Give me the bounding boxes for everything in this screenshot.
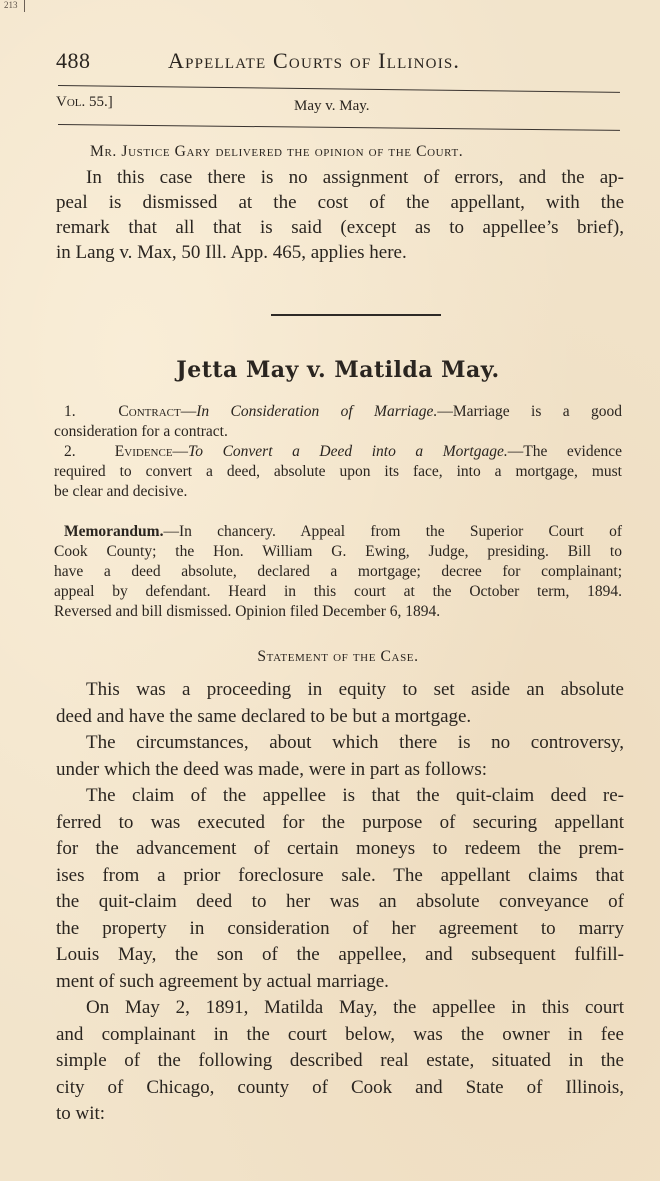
head-note-text: consideration for a contract.	[54, 423, 228, 440]
memorandum-text: Reversed and bill dismissed. Opinion filed December 6, 1894.	[54, 603, 441, 620]
case-title: Jetta May v. Matilda May.	[176, 357, 500, 383]
head-note-text: —The evidence	[507, 443, 622, 460]
statement-text	[56, 677, 624, 1128]
page-number: 488	[56, 48, 91, 73]
head-note-topic: Evidence	[114, 443, 173, 460]
head-note-subtopic: In Consideration of Marriage.	[196, 403, 438, 420]
running-title: Appellate Courts of Illinois.	[168, 48, 461, 73]
head-note: 1. Contract—In Consideration of Marriage.—Marriage is a good consideration for a contract.	[54, 403, 623, 440]
head-note-text: required to convert a deed, absolute upon its face, into a mortgage, must	[54, 463, 622, 480]
text-line: simple of the following described real estate, situated in the	[56, 1050, 624, 1071]
head-note-text: —Marriage is a good	[437, 403, 623, 420]
text-line: for the advancement of certain moneys to redeem the prem-	[56, 838, 624, 859]
head-note: 2. Evidence—To Convert a Deed into a Mortgage.—The evidence required to convert a deed, absolute upon its face, into a mortgage, must be clear and decisive.	[54, 443, 622, 500]
memorandum-text: appeal by defendant. Heard in this court at the October term, 1894.	[54, 583, 622, 600]
text-line: ises from a prior foreclosure sale. The appellant claims that	[56, 864, 624, 886]
text-line: in Lang v. Max, 50 Ill. App. 465, applies here.	[56, 242, 407, 263]
head-note-number: 1.	[64, 403, 76, 420]
text-line: peal is dismissed at the cost of the appellant, with the	[56, 192, 624, 213]
section-divider	[271, 314, 441, 316]
memorandum-text: —In chancery. Appeal from the Superior Court of	[163, 523, 622, 540]
text-line: deed and have the same declared to be but a mortgage.	[56, 705, 472, 727]
header-rule-bottom	[58, 124, 620, 131]
head-note-topic: Contract	[118, 403, 181, 420]
text-line: ferred to was executed for the purpose of securing appellant	[56, 811, 624, 833]
text-line: to wit:	[56, 1103, 106, 1124]
text-line: The claim of the appellee is that the quit-claim deed re-	[86, 785, 624, 806]
memorandum-text: have a deed absolute, declared a mortgage; decree for complainant;	[54, 563, 622, 580]
volume-label: Vol. 55.]	[56, 94, 113, 110]
text-line: remark that all that is said (except as to appellee’s brief),	[56, 217, 624, 238]
text-line: the quit-claim deed to her was an absolute conveyance of	[56, 891, 624, 912]
case-short-title: May v. May.	[294, 98, 370, 114]
memorandum-text: Cook County; the Hon. William G. Ewing, Judge, presiding. Bill to	[54, 543, 622, 560]
text-line: city of Chicago, county of Cook and State of Illinois,	[56, 1076, 624, 1098]
memorandum-label: Memorandum.	[64, 523, 164, 540]
opinion-heading: Mr. Justice Gary delivered the opinion of the Court.	[90, 143, 464, 160]
text-line: This was a proceeding in equity to set aside an absolute	[86, 679, 624, 700]
head-note-text: be clear and decisive.	[54, 483, 188, 500]
text-line: the property in consideration of her agreement to marry	[56, 917, 624, 939]
prior-opinion-text	[56, 165, 624, 265]
memorandum	[54, 522, 622, 622]
text-line: The circumstances, about which there is no controversy,	[86, 732, 624, 753]
head-note-subtopic: To Convert a Deed into a Mortgage.	[188, 443, 508, 460]
text-line: Louis May, the son of the appellee, and subsequent fulfill-	[56, 944, 624, 965]
text-line: and complainant in the court below, was the owner in fee	[56, 1023, 624, 1045]
text-line: ment of such agreement by actual marriage.	[56, 970, 389, 992]
head-notes	[54, 402, 622, 502]
header-rule-top	[58, 85, 620, 93]
page-corner-mark: 213	[0, 0, 25, 12]
text-line: On May 2, 1891, Matilda May, the appellee in this court	[86, 997, 624, 1018]
statement-heading: Statement of the Case.	[257, 648, 419, 665]
text-line: In this case there is no assignment of errors, and the ap-	[86, 167, 624, 188]
text-line: under which the deed was made, were in part as follows:	[56, 758, 488, 780]
head-note-number: 2.	[64, 443, 76, 460]
